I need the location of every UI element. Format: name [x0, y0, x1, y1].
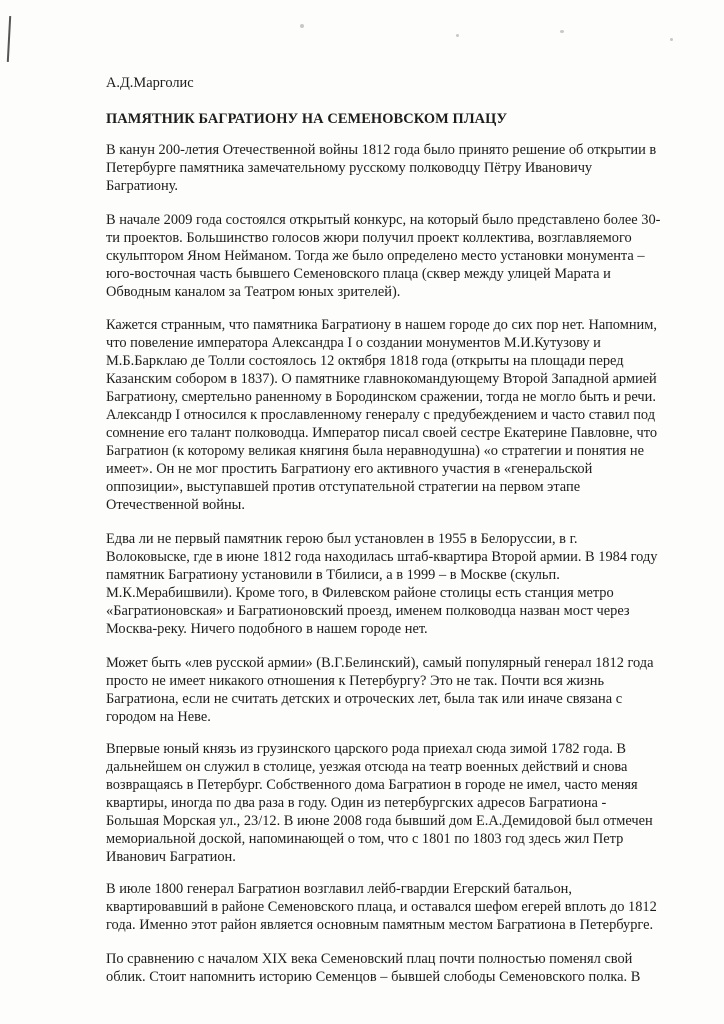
body-line: мемориальной доской, напоминающей о том, что с 1801 по 1803 год здесь жил Петр: [106, 831, 624, 847]
body-line: квартиры, иногда по два раза в году. Один из петербургских адресов Багратиона -: [106, 795, 607, 811]
body-line: Казанским собором в 1837). О памятнике главнокомандующему Второй Западной армией: [106, 371, 657, 387]
body-line: Впервые юный князь из грузинского царского рода приехал сюда зимой 1782 года. В: [106, 741, 627, 757]
body-line: В канун 200-летия Отечественной войны 1812 года было принято решение об открытии в: [106, 142, 657, 158]
body-line: Отечественной войны.: [106, 497, 245, 513]
body-line: Петербурге памятника замечательному русскому полководцу Пётру Ивановичу: [106, 160, 593, 176]
body-line: Багратиону.: [106, 178, 179, 194]
body-line: имеет». Он не мог простить Багратиону его активного участия в «генеральской: [106, 461, 593, 477]
body-line: городом на Неве.: [106, 709, 211, 725]
body-line: возвращаясь в Петербург. Собственного дома Багратион в городе не имел, часто меняя: [106, 777, 638, 793]
body-line: квартировавший в районе Семеновского плаца, и оставался шефом егерей вплоть до 1812: [106, 899, 657, 915]
body-line: «Багратионовская» и Багратионовский проезд, именем полководца назван мост через: [106, 603, 630, 619]
body-line: года. Именно этот район является основным памятным местом Багратиона в Петербурге.: [106, 917, 654, 933]
body-line: Багратиона, если не считать детских и отроческих лет, была так или иначе связана с: [106, 691, 623, 707]
body-line: Кажется странным, что памятника Багратиону в нашем городе до сих пор нет. Напомним,: [106, 317, 657, 333]
body-line: Москва-реку. Ничего подобного в нашем городе нет.: [106, 621, 428, 637]
author-name: А.Д.Марголис: [106, 75, 194, 91]
body-line: Багратион (к которому великая княгиня была неравнодушна) «о стратегии и понятия не: [106, 443, 645, 459]
body-line: дальнейшем он служил в столице, уезжая отсюда на театр военных действий и снова: [106, 759, 628, 775]
body-line: В начале 2009 года состоялся открытый конкурс, на который было представлено более 30-: [106, 212, 661, 228]
scan-speck: [300, 24, 304, 28]
body-line: Едва ли не первый памятник герою был установлен в 1955 в Белоруссии, в г.: [106, 531, 578, 547]
body-line: М.К.Мерабишвили). Кроме того, в Филевском районе столицы есть станция метро: [106, 585, 614, 601]
body-line: Александр I относился к прославленному генералу с предубеждением и часто ставил под: [106, 407, 656, 423]
body-line: Багратиону, смертельно раненному в Бородинском сражении, тогда не могло быть и речи.: [106, 389, 656, 405]
body-line: Иванович Багратион.: [106, 849, 236, 865]
body-line: облик. Стоит напомнить историю Семенцов – бывшей слободы Семеновского полка. В: [106, 969, 641, 985]
body-line: что повеление императора Александра I о создании монументов М.И.Кутузову и: [106, 335, 601, 351]
body-line: По сравнению с началом XIX века Семеновский плац почти полностью поменял свой: [106, 951, 633, 967]
body-line: скульптором Яном Нейманом. Тогда же было определено место установки монумента –: [106, 248, 645, 264]
body-line: сомнение его талант полководца. Император писал своей сестре Екатерине Павловне, что: [106, 425, 658, 441]
body-line: Может быть «лев русской армии» (В.Г.Белинский), самый популярный генерал 1812 года: [106, 655, 654, 671]
body-line: Волоковыске, где в июне 1812 года находилась штаб-квартира Второй армии. В 1984 году: [106, 549, 658, 565]
body-line: В июле 1800 генерал Багратион возглавил лейб-гвардии Егерский батальон,: [106, 881, 572, 897]
body-line: просто не имеет никакого отношения к Петербургу? Это не так. Почти вся жизнь: [106, 673, 605, 689]
body-line: Большая Морская ул., 23/12. В июне 2008 года бывший дом Е.А.Демидовой был отмечен: [106, 813, 653, 829]
body-line: ти проектов. Большинство голосов жюри получил проект коллектива, возглавляемого: [106, 230, 632, 246]
scan-speck: [670, 38, 673, 41]
scan-artifact-mark: [7, 16, 11, 62]
scan-speck: [560, 30, 564, 33]
document-title: ПАМЯТНИК БАГРАТИОНУ НА СЕМЕНОВСКОМ ПЛАЦУ: [106, 111, 508, 127]
scan-speck: [456, 34, 459, 37]
body-line: оппозиции», выступавшей против отступательной стратегии на первом этапе: [106, 479, 581, 495]
body-line: памятник Багратиону установили в Тбилиси, а в 1999 – в Москве (скульп.: [106, 567, 560, 583]
body-line: юго-восточная часть бывшего Семеновского плаца (сквер между улицей Марата и: [106, 266, 611, 282]
body-line: Обводным каналом за Театром юных зрителей).: [106, 284, 401, 300]
body-line: М.Б.Барклаю де Толли состоялось 12 октября 1818 года (открыты на площади перед: [106, 353, 624, 369]
